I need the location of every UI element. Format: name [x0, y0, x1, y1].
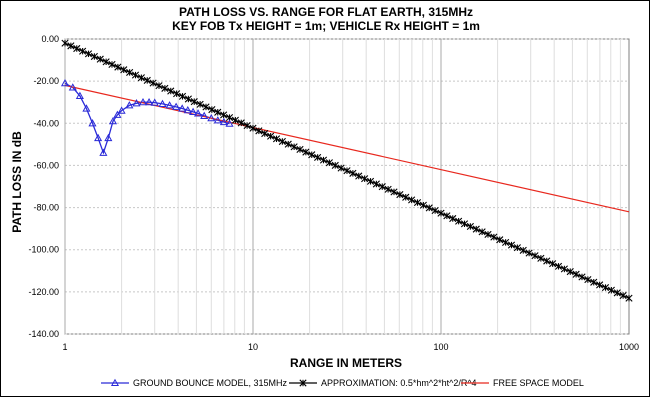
legend-label: GROUND BOUNCE MODEL, 315MHz	[133, 378, 288, 388]
legend	[101, 378, 584, 388]
chart-title: PATH LOSS VS. RANGE FOR FLAT EARTH, 315MHz	[178, 5, 474, 19]
y-tick-label: -20.00	[33, 76, 59, 87]
y-tick-label: -40.00	[33, 118, 59, 129]
y-tick-label: -60.00	[33, 160, 59, 171]
path-loss-chart	[1, 1, 649, 396]
x-axis-ticks	[62, 342, 639, 352]
y-tick-label: -80.00	[33, 202, 59, 213]
legend-label: FREE SPACE MODEL	[493, 378, 584, 388]
y-axis-label: PATH LOSS IN dB	[10, 131, 24, 233]
y-axis-ticks	[28, 34, 59, 339]
legend-item	[461, 378, 584, 388]
x-tick-label: 1	[62, 342, 68, 352]
legend-item	[101, 378, 288, 388]
y-tick-label: -100.00	[28, 244, 59, 255]
plot-area	[62, 39, 632, 334]
legend-label: APPROXIMATION: 0.5*hm^2*ht^2/R^4	[321, 378, 477, 388]
y-tick-label: 0.00	[41, 34, 59, 44]
y-tick-label: -120.00	[28, 286, 59, 297]
legend-item	[289, 378, 477, 388]
chart-subtitle: KEY FOB Tx HEIGHT = 1m; VEHICLE Rx HEIGHT = 1m	[172, 19, 480, 33]
x-tick-label: 1000	[618, 342, 640, 352]
y-tick-label: -140.00	[28, 329, 59, 339]
x-tick-label: 100	[433, 342, 449, 352]
x-tick-label: 10	[247, 342, 259, 352]
x-axis-label: RANGE IN METERS	[289, 356, 403, 370]
